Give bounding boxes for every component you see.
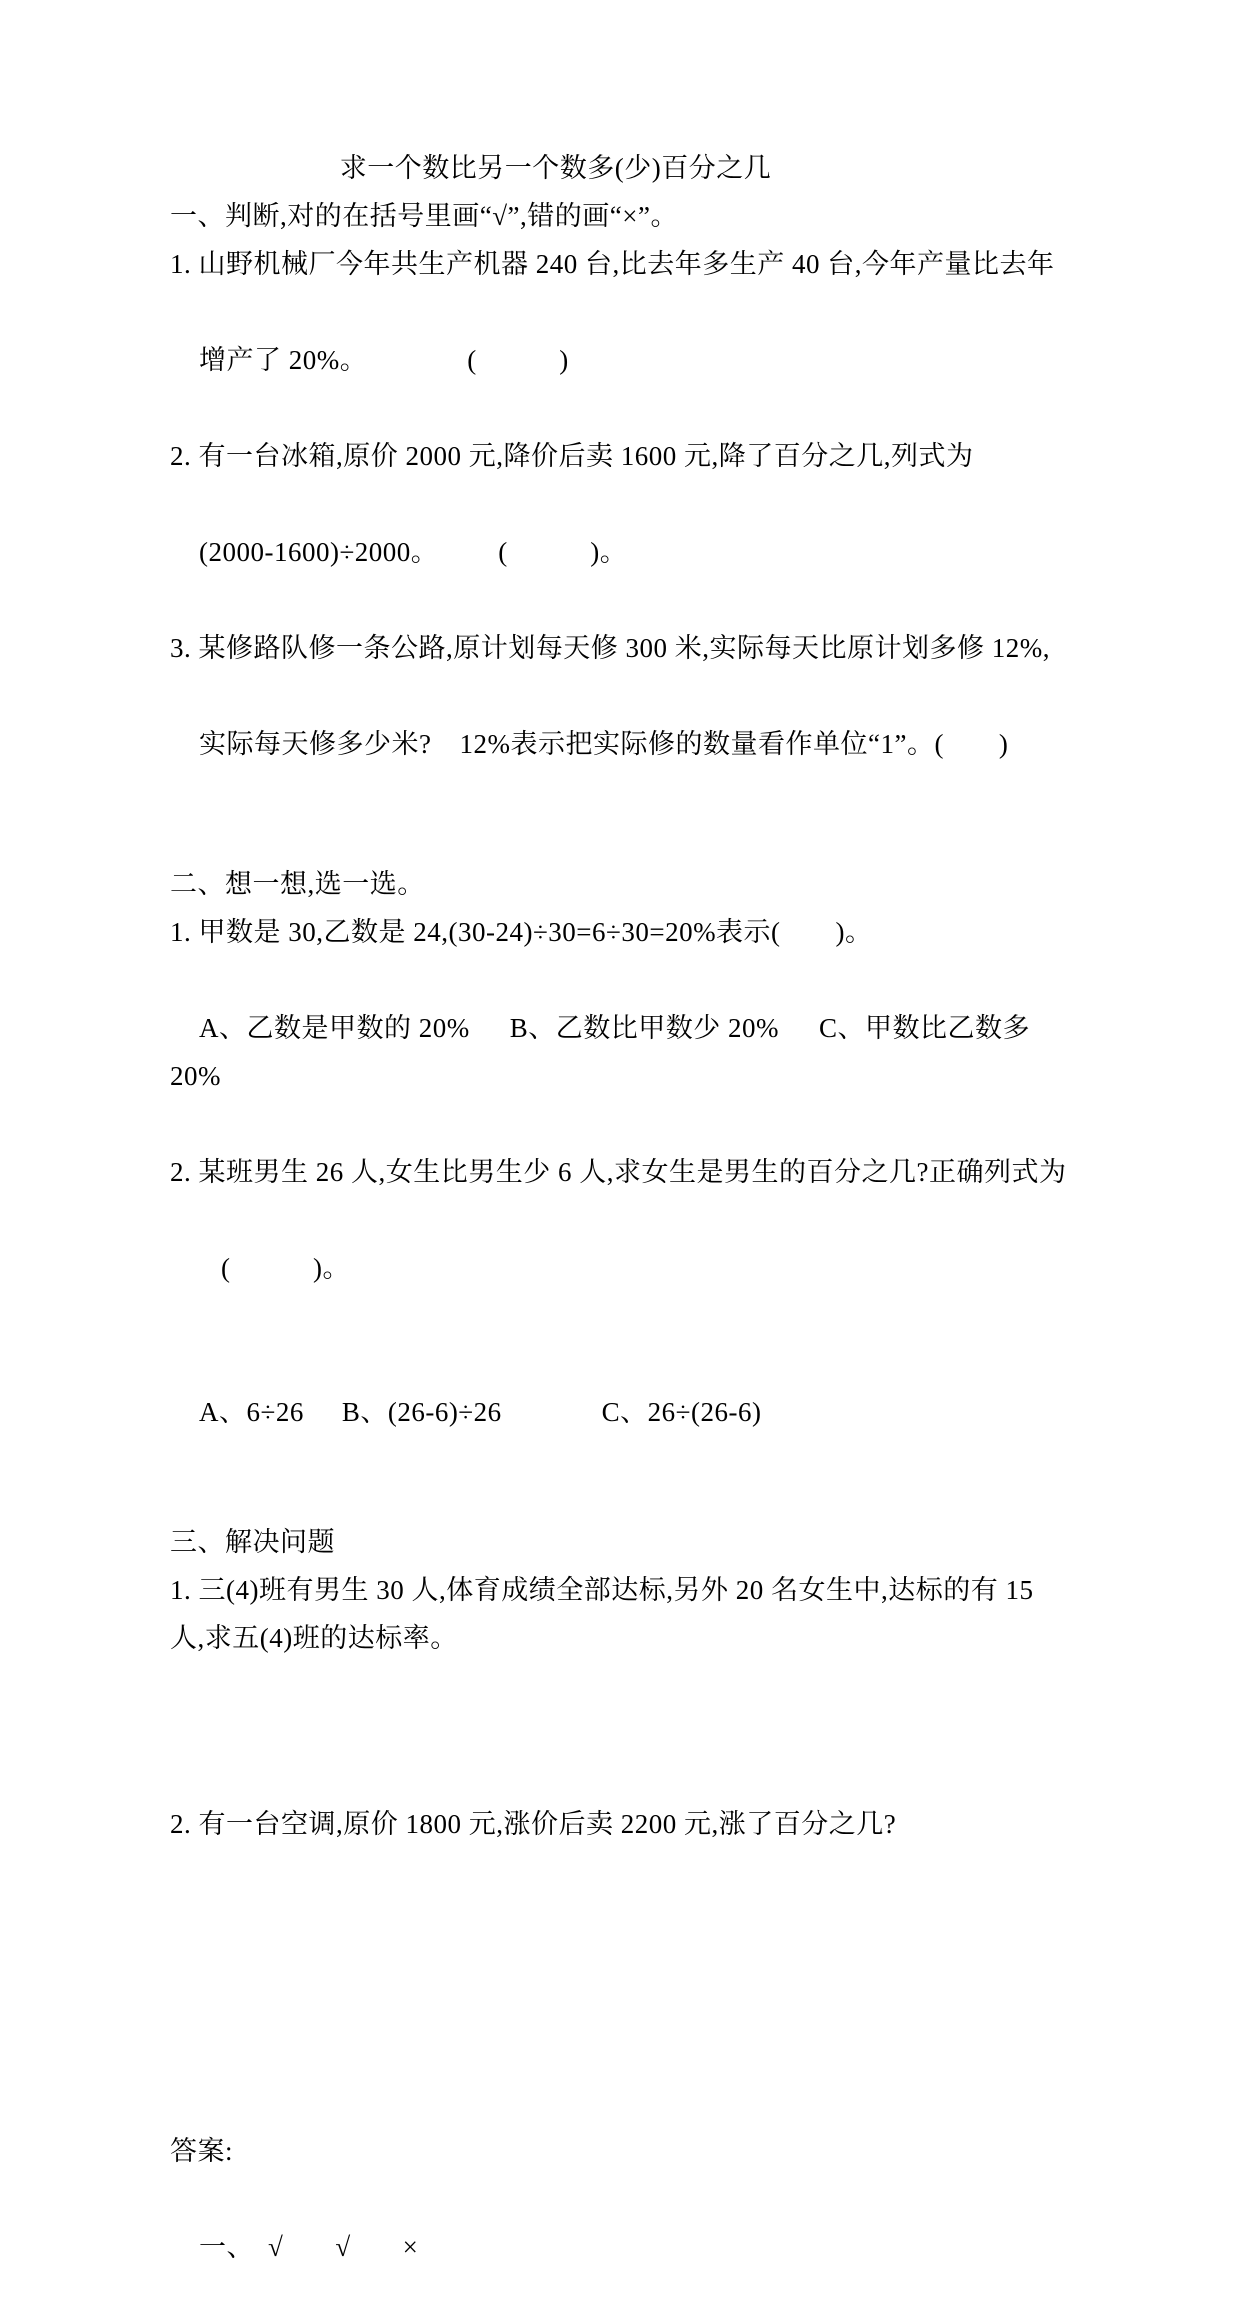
section-1-q3-line2-rest: 12%表示把实际修的数量看作单位“1”。( )	[459, 729, 1009, 759]
section-2-q1-options	[170, 956, 1071, 1148]
section-2-q2-line1: 2. 某班男生 26 人,女生比男生少 6 人,求女生是男生的百分之几?正确列式为	[170, 1157, 1067, 1187]
section-1-q2-line1: 2. 有一台冰箱,原价 2000 元,降价后卖 1600 元,降了百分之几,列式为	[170, 441, 974, 471]
section-3-q2-line1: 2. 有一台空调,原价 1800 元,涨价后卖 2200 元,涨了百分之几?	[170, 1809, 897, 1839]
answers-row-1	[170, 2175, 1071, 2319]
section-1-q3-line2-text: 实际每天修多少米?	[199, 729, 432, 759]
section-3-heading: 三、解决问题	[170, 1527, 335, 1557]
answer-blank: ( )。	[498, 537, 628, 567]
option-a: A、6÷26	[199, 1397, 304, 1427]
cross-mark: ×	[402, 2232, 419, 2262]
answers-row-prefix: 一、	[199, 2232, 254, 2262]
page-title: 求一个数比另一个数多(少)百分之几	[339, 153, 772, 183]
answers-label: 答案:	[170, 2136, 234, 2166]
option-b: B、乙数比甲数少 20%	[509, 1013, 779, 1043]
option-c: C、甲数比乙数多 20%	[170, 1013, 1038, 1091]
answer-blank: ( )。	[221, 1253, 350, 1283]
section-1-q3-line1: 3. 某修路队修一条公路,原计划每天修 300 米,实际每天比原计划多修 12%,	[170, 633, 1050, 663]
section-1-q1-line2-text: 增产了 20%。	[199, 345, 368, 375]
check-mark: √	[335, 2232, 351, 2262]
section-1-q1-line1: 1. 山野机械厂今年共生产机器 240 台,比去年多生产 40 台,今年产量比去年	[170, 249, 1055, 279]
section-2-q2-options	[170, 1340, 1071, 1484]
section-1-q2-line2	[170, 480, 1071, 624]
check-mark: √	[268, 2232, 284, 2262]
section-2-q1-line1: 1. 甲数是 30,乙数是 24,(30-24)÷30=6÷30=20%表示( )。	[170, 917, 873, 947]
section-1-q1-line2	[170, 288, 1071, 432]
section-2-heading: 二、想一想,选一选。	[170, 869, 425, 899]
section-1-heading: 一、判断,对的在括号里画“√”,错的画“×”。	[170, 201, 678, 231]
section-1-q3-line2	[170, 672, 1071, 816]
section-1-q2-expression: (2000-1600)÷2000。	[199, 537, 439, 567]
section-3-q1-line2: 人,求五(4)班的达标率。	[170, 1623, 458, 1653]
section-3-q1-line1: 1. 三(4)班有男生 30 人,体育成绩全部达标,另外 20 名女生中,达标的有 15	[170, 1575, 1034, 1605]
option-a: A、乙数是甲数的 20%	[199, 1013, 470, 1043]
answer-blank: ( )	[467, 345, 569, 375]
section-2-q2-blank	[170, 1196, 1071, 1340]
option-b: B、(26-6)÷26	[341, 1397, 502, 1427]
option-c: C、26÷(26-6)	[601, 1397, 762, 1427]
